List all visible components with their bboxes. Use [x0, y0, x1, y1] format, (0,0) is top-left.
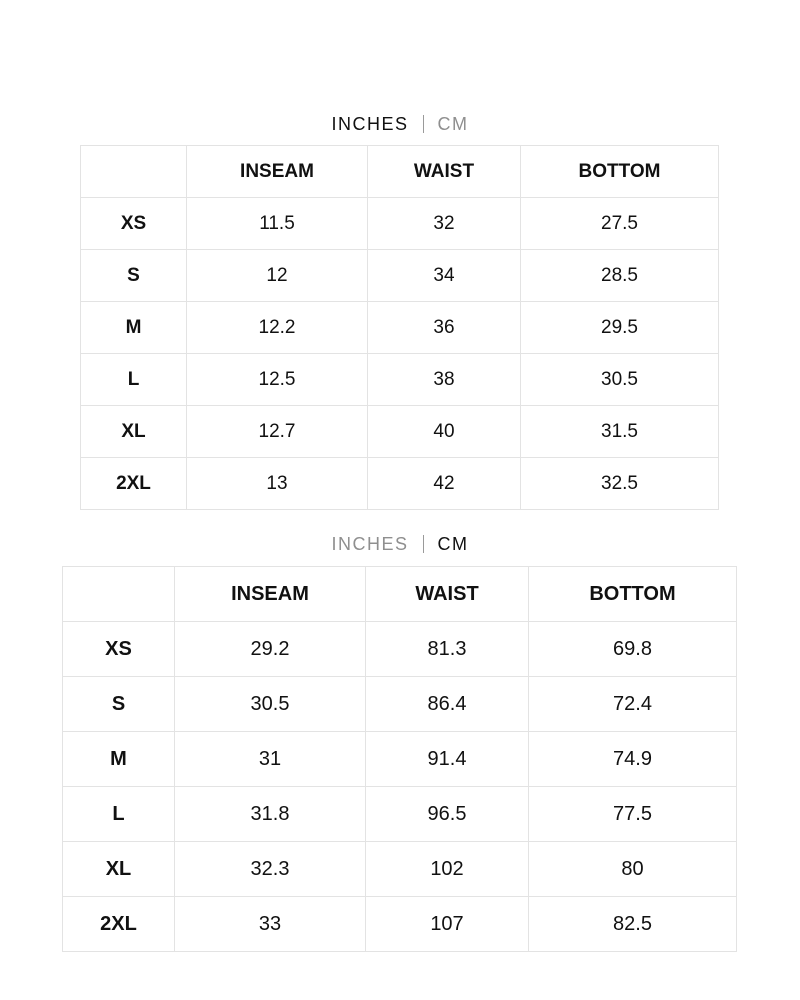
inseam-value: 13: [187, 458, 368, 510]
waist-value: 38: [368, 354, 521, 406]
inseam-value: 12.2: [187, 302, 368, 354]
inseam-value: 11.5: [187, 198, 368, 250]
inseam-value: 12: [187, 250, 368, 302]
table-row: [63, 622, 737, 677]
size-label: S: [63, 677, 175, 732]
size-label: M: [81, 302, 187, 354]
bottom-value: 29.5: [521, 302, 719, 354]
table-row: [81, 354, 719, 406]
header-inseam: INSEAM: [187, 146, 368, 198]
waist-value: 91.4: [366, 732, 529, 787]
inseam-value: 29.2: [175, 622, 366, 677]
table-row: [81, 198, 719, 250]
table-row: [81, 406, 719, 458]
table-row: [63, 842, 737, 897]
size-label: L: [81, 354, 187, 406]
waist-value: 102: [366, 842, 529, 897]
bottom-value: 28.5: [521, 250, 719, 302]
inches-toggle-option[interactable]: INCHES: [331, 533, 409, 554]
header-corner-cell: [63, 567, 175, 622]
inseam-value: 33: [175, 897, 366, 952]
header-inseam: INSEAM: [175, 567, 366, 622]
inseam-value: 31: [175, 732, 366, 787]
inches-toggle-option[interactable]: INCHES: [331, 113, 409, 134]
size-table-cm: [62, 566, 737, 952]
size-label: S: [81, 250, 187, 302]
inseam-value: 30.5: [175, 677, 366, 732]
table-row: [63, 732, 737, 787]
header-bottom: BOTTOM: [521, 146, 719, 198]
bottom-value: 32.5: [521, 458, 719, 510]
waist-value: 36: [368, 302, 521, 354]
table-header-row: [63, 567, 737, 622]
bottom-value: 72.4: [529, 677, 737, 732]
waist-value: 40: [368, 406, 521, 458]
bottom-value: 80: [529, 842, 737, 897]
inseam-value: 32.3: [175, 842, 366, 897]
inseam-value: 31.8: [175, 787, 366, 842]
cm-toggle-option[interactable]: CM: [437, 533, 469, 554]
bottom-value: 82.5: [529, 897, 737, 952]
header-bottom: BOTTOM: [529, 567, 737, 622]
bottom-value: 27.5: [521, 198, 719, 250]
table-row: [81, 250, 719, 302]
table-row: [63, 897, 737, 952]
table-row: [63, 677, 737, 732]
table-row: [81, 458, 719, 510]
waist-value: 81.3: [366, 622, 529, 677]
waist-value: 107: [366, 897, 529, 952]
size-label: L: [63, 787, 175, 842]
bottom-value: 31.5: [521, 406, 719, 458]
toggle-divider: [423, 115, 424, 133]
waist-value: 42: [368, 458, 521, 510]
waist-value: 34: [368, 250, 521, 302]
bottom-value: 69.8: [529, 622, 737, 677]
inseam-value: 12.5: [187, 354, 368, 406]
cm-toggle-option[interactable]: CM: [437, 113, 469, 134]
header-waist: WAIST: [366, 567, 529, 622]
unit-toggle-cm-section: [0, 531, 800, 557]
size-label: XL: [63, 842, 175, 897]
header-corner-cell: [81, 146, 187, 198]
bottom-value: 30.5: [521, 354, 719, 406]
toggle-divider: [423, 535, 424, 553]
size-label: M: [63, 732, 175, 787]
size-label: XS: [81, 198, 187, 250]
size-label: 2XL: [63, 897, 175, 952]
inseam-value: 12.7: [187, 406, 368, 458]
table-header-row: [81, 146, 719, 198]
size-label: 2XL: [81, 458, 187, 510]
size-label: XL: [81, 406, 187, 458]
bottom-value: 77.5: [529, 787, 737, 842]
waist-value: 86.4: [366, 677, 529, 732]
size-table-inches: [80, 145, 719, 510]
header-waist: WAIST: [368, 146, 521, 198]
table-row: [63, 787, 737, 842]
waist-value: 32: [368, 198, 521, 250]
unit-toggle-inches-section: [0, 111, 800, 137]
bottom-value: 74.9: [529, 732, 737, 787]
table-row: [81, 302, 719, 354]
size-label: XS: [63, 622, 175, 677]
waist-value: 96.5: [366, 787, 529, 842]
